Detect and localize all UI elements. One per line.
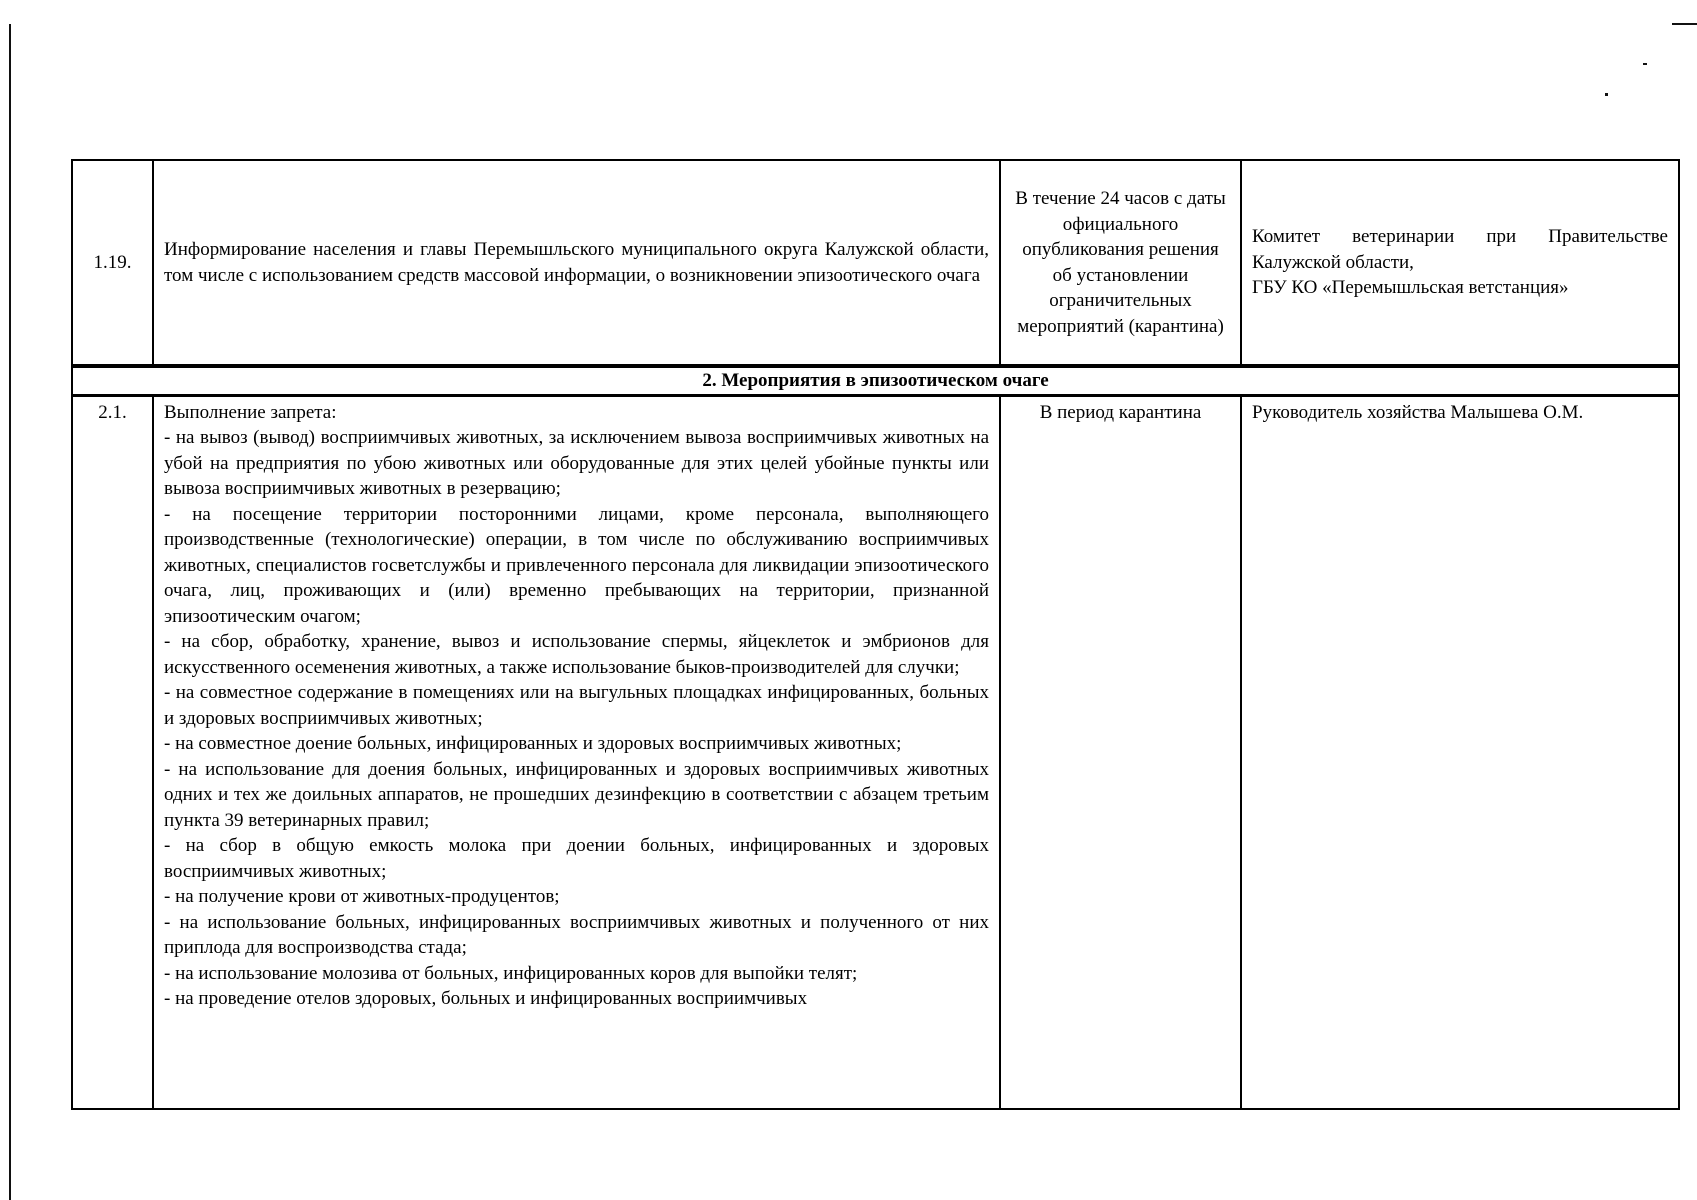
item-responsible: Руководитель хозяйства Малышева О.М. xyxy=(1241,395,1679,1109)
scan-mark xyxy=(1672,23,1697,25)
description-paragraph: - на совместное содержание в помещениях или на выгульных площадках инфицированных, больных и здоровых восприимчивых животных; xyxy=(164,682,989,729)
item-description xyxy=(153,395,1000,1109)
description-paragraph: - на использование для доения больных, инфицированных и здоровых восприимчивых животных одних и тех же доильных аппаратов, не прошедших дезинфекцию в соответствии с абзацем третьим пункта 39 ветеринарных правил; xyxy=(164,758,989,831)
item-term: В период карантина xyxy=(1000,395,1241,1109)
description-paragraph: - на совместное доение больных, инфицированных и здоровых восприимчивых животных; xyxy=(164,733,902,754)
item-responsible xyxy=(1241,160,1679,366)
item-number: 2.1. xyxy=(72,395,153,1109)
scan-mark xyxy=(1605,93,1608,96)
table-row xyxy=(72,160,1679,366)
scan-mark xyxy=(1643,63,1647,65)
description-paragraph: - на использование больных, инфицированных восприимчивых животных и полученного от них приплода для воспроизводства стада; xyxy=(164,911,989,958)
section-title: 2. Мероприятия в эпизоотическом очаге xyxy=(72,366,1679,395)
table-row xyxy=(72,395,1679,1109)
description-paragraph: - на использование молозива от больных, инфицированных коров для выпойки телят; xyxy=(164,962,858,984)
page-edge-line xyxy=(9,24,11,1200)
description-paragraph: - на посещение территории посторонними лицами, кроме персонала, выполняющего производственные (технологические) операции, в том числе по обслуживанию восприимчивых животных, специалистов госветслужбы и привлеченного персонала для ликвидации эпизоотического очага, лиц, проживающих и (или) временно пребывающих на территории, признанной эпизоотическим очагом; xyxy=(164,503,989,627)
description-paragraph: - на получение крови от животных-продуцентов; xyxy=(164,886,560,907)
description-paragraph: - на вывоз (вывод) восприимчивых животных, за исключением вывоза восприимчивых животных на убой на предприятия по убою животных или оборудованные для этих целей убойные пункты или вывоза восприимчивых животных в резервацию; xyxy=(164,427,989,499)
description-paragraph: - на проведение отелов здоровых, больных и инфицированных восприимчивых xyxy=(164,988,808,1009)
description-paragraph: Выполнение запрета: xyxy=(164,401,337,423)
measures-table xyxy=(71,159,1680,1110)
item-description: Информирование населения и главы Перемышльского муниципального округа Калужской области, том числе с использованием средств массовой информации, о возникновении эпизоотического очага xyxy=(153,160,1000,366)
item-term: В течение 24 часов с даты официального опубликования решения об установлении ограничительных мероприятий (карантина) xyxy=(1000,160,1241,366)
responsible-line: ГБУ КО «Перемышльская ветстанция» xyxy=(1252,277,1569,299)
section-header-row xyxy=(72,366,1679,395)
description-paragraph: - на сбор, обработку, хранение, вывоз и использование спермы, яйцеклеток и эмбрионов для искусственного осеменения животных, а также использование быков-производителей для случки; xyxy=(164,631,989,678)
item-number: 1.19. xyxy=(72,160,153,366)
description-paragraph: - на сбор в общую емкость молока при доении больных, инфицированных и здоровых восприимчивых животных; xyxy=(164,835,989,882)
responsible-line: Комитет ветеринарии при Правительстве Калужской области, xyxy=(1252,226,1668,273)
